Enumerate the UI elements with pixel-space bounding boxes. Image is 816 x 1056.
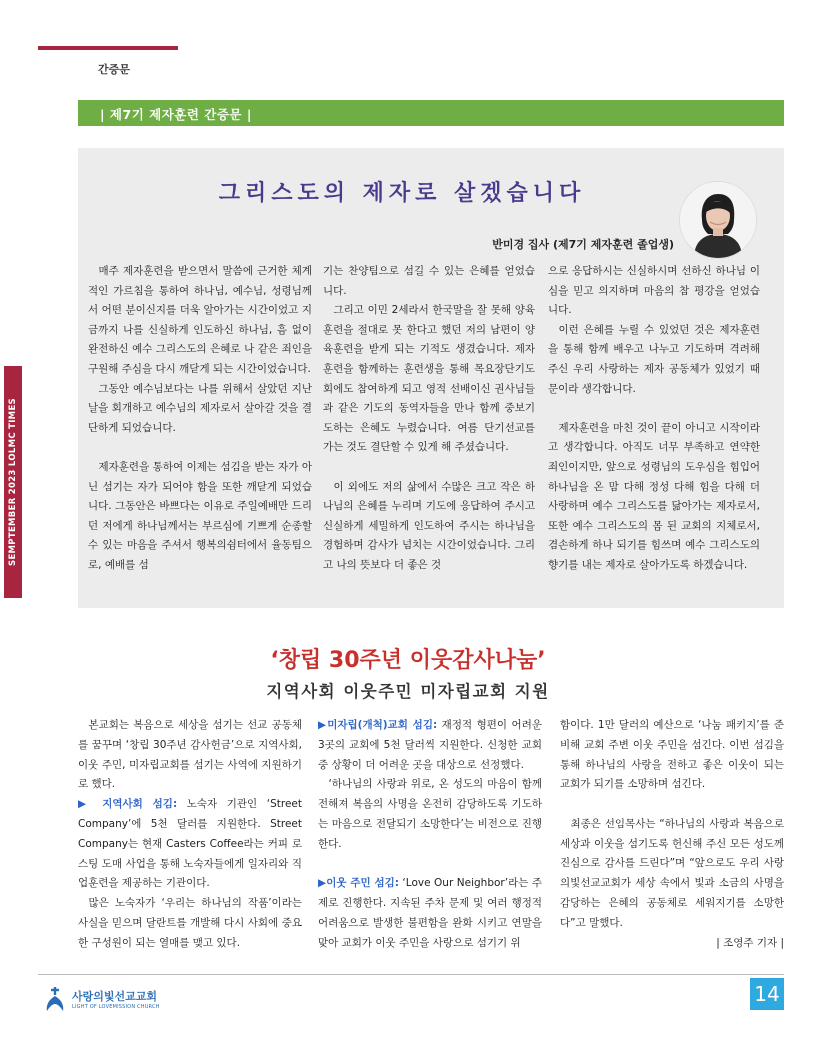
article-column-2 <box>318 716 542 953</box>
paragraph-gap <box>560 795 784 815</box>
paragraph-gap <box>323 458 535 478</box>
paragraph: 최종은 선임목사는 “하나님의 사랑과 복음으로 세상과 이웃을 섬기도록 헌신해 주신 모든 성도께 진심으로 감사를 드린다”며 “앞으로도 우리 사랑의빛선교교회가 세상 속에서 빛과 소금의 사명을 감당하는 은혜의 공동체로 세워지기를 소망한다”고 말했다. <box>560 817 784 929</box>
sidebar-text: SEMPTEMBER 2023 LOLMC TIMES <box>8 398 18 566</box>
page-number: 14 <box>750 978 784 1010</box>
banner-label: | 제7기 제자훈련 간증문 | <box>100 107 252 122</box>
article-column-3 <box>560 716 784 953</box>
paragraph: ‘하나님의 사랑과 위로, 온 성도의 마음이 함께 전해져 복음의 사명을 온전히 감당하도록 기도하는 마음으로 전달되기 소망한다’는 비전으로 진행한다. <box>318 778 542 850</box>
testimony-column-3 <box>548 262 760 576</box>
testimony-column-2 <box>323 262 535 576</box>
church-name-english: LIGHT OF LOVEMISSION CHURCH <box>72 1004 160 1010</box>
article-title: ‘창립 30주년 이웃감사나눔’ <box>270 648 546 673</box>
paragraph <box>78 795 302 894</box>
paragraph-gap <box>548 399 760 419</box>
section-heading: ▶이웃 주민 섬김: <box>318 877 399 890</box>
article-column-1 <box>78 716 302 954</box>
section-label: 간증문 <box>98 63 130 76</box>
testimony-column-1 <box>88 262 312 576</box>
church-name: 사랑의빛선교교회 <box>72 990 158 1003</box>
church-logo-icon <box>44 986 66 1012</box>
section-heading: ▶미자립(개척)교회 섬김: <box>318 719 438 731</box>
paragraph: 이런 은혜를 누릴 수 있었던 것은 제자훈련을 통해 함께 배우고 나누고 기도하며 격려해 주신 우리 사랑하는 제자 공동체가 있었기 때문이라 생각합니다. <box>548 323 760 395</box>
paragraph: 제자훈련을 마친 것이 끝이 아니고 시작이라고 생각합니다. 아직도 너무 부족하고 연약한 죄인이지만, 앞으로 성령님의 도우심을 힘입어 하나님을 온 맘 다해 정성 다해 힘을 다해 더 사랑하며 예수 그리스도를 닮아가는 제자로서, 또한 예수 그리스도의 몸 된 교회의 지체로서, 겸손하게 하나 되기를 힘쓰며 예수 그리스도의 향기를 내는 제자로 살아가도록 하겠습니다. <box>548 421 760 571</box>
paragraph-gap <box>318 855 542 875</box>
article-subtitle: 지역사회 이웃주민 미자립교회 지원 <box>266 682 550 701</box>
paragraph: 함이다. 1만 달러의 예산으로 ‘나눔 패키지’를 준비해 교회 주변 이웃 주민을 섬긴다. 이번 섬김을 통해 하나님의 사랑을 전하고 좋은 이웃이 되는 교회가 되기를 소망하며 섬긴다. <box>560 719 784 791</box>
paragraph-text: ‘Love Our Neighbor’라는 주제로 진행한다. 지속된 주차 문제 및 여러 행정적 어려움으로 발생한 불편함을 완화 시키고 연말을 맞아 교회가 이웃 주민을 사랑으로 섬기기 위 <box>318 877 542 949</box>
section-heading: ▶ 지역사회 섬김: <box>78 798 178 811</box>
author-photo <box>679 181 757 259</box>
testimony-title: 그리스도의 제자로 살겠습니다 <box>218 181 586 206</box>
paragraph <box>318 716 542 775</box>
paragraph <box>318 874 542 953</box>
article-author: | 조영주 기자 | <box>716 936 784 949</box>
paragraph: 제자훈련을 통하여 이제는 섬김을 받는 자가 아닌 섬기는 자가 되어야 함을 또한 깨닫게 되었습니다. 그동안은 바쁘다는 이유로 주일예배만 드리던 저에게 하나님께서는 부르심에 기쁘게 순종할 수 있는 마음을 주셔서 행복의쉼터에서 율동팀으로, 예배를 섬 <box>88 460 312 571</box>
paragraph: 기는 찬양팀으로 섬길 수 있는 은혜를 얻었습니다. <box>323 265 535 297</box>
paragraph: 으로 응답하시는 신실하시며 선하신 하나님 이심을 믿고 의지하며 마음의 참 평강을 얻었습니다. <box>548 265 760 317</box>
footer-divider <box>38 974 784 975</box>
top-accent-bar <box>38 46 178 50</box>
testimony-byline: 반미경 집사 (제7기 제자훈련 졸업생) <box>492 238 674 251</box>
paragraph: 그동안 예수님보다는 나를 위해서 살았던 지난날을 회개하고 예수님의 제자로서 살아갈 것을 결단하게 되었습니다. <box>88 382 312 434</box>
paragraph: 이 외에도 저의 삶에서 수많은 크고 작은 하나님의 은혜를 누리며 기도에 응답하여 주시고 신실하게 세밀하게 인도하여 주시는 하나님을 경험하며 감사가 넘치는 시간이었습니다. 그리고 나의 뜻보다 더 좋은 것 <box>323 480 535 571</box>
paragraph-gap <box>88 438 312 458</box>
paragraph: 많은 노숙자가 ‘우리는 하나님의 작품’이라는 사실을 믿으며 달란트를 개발해 다시 사회에 중요한 구성원이 되는 열매를 맺고 있다. <box>78 897 302 949</box>
paragraph-text: 재정적 형편이 어려운 3곳의 교회에 5천 달러씩 지원한다. 신청한 교회 중 상황이 더 어려운 곳을 대상으로 선정했다. <box>318 719 542 771</box>
testimony-banner <box>78 100 784 126</box>
paragraph: 매주 제자훈련을 받으면서 말씀에 근거한 체계적인 가르침을 통하여 하나님, 예수님, 성령님께서 어떤 분이신지를 더욱 알아가는 시간이었고 지금까지 나를 신실하게 인도하신 하나님, 흠 없이 완전하신 예수 그리스도의 은혜로 나 같은 죄인을 구원해 주심을 다시 깨닫게 되는 시간이었습니다. <box>88 265 312 375</box>
paragraph: 그리고 이민 2세라서 한국말을 잘 못해 양육훈련을 절대로 못 한다고 했던 저의 남편이 양육훈련을 받게 되는 기적도 생겼습니다. 제자 훈련을 함께하는 훈련생을 통해 목요장단기도회에도 참여하게 되고 영적 선배이신 권사님들과 같은 기도의 동역자들을 만나 함께 중보기도하는 은혜도 누렸습니다. 여름 단기선교를 가는 것도 결단할 수 있게 해 주셨습니다. <box>323 304 535 454</box>
paragraph: 본교회는 복음으로 세상을 섬기는 선교 공동체를 꿈꾸며 ‘창립 30주년 감사헌금’으로 지역사회, 이웃 주민, 미자립교회를 섬기는 사역에 지원하기로 했다. <box>78 719 302 791</box>
magazine-sidebar <box>4 366 22 598</box>
church-logo <box>44 986 204 1018</box>
person-portrait-icon <box>680 182 756 258</box>
paragraph-text: 노숙자 기관인 ‘Street Company’에 5천 달러를 지원한다. Street Company는 현재 Casters Coffee라는 커피 로스팅 도매 사업을 통해 노숙자들에게 일자리와 직업훈련을 제공하는 기관이다. <box>78 798 302 890</box>
